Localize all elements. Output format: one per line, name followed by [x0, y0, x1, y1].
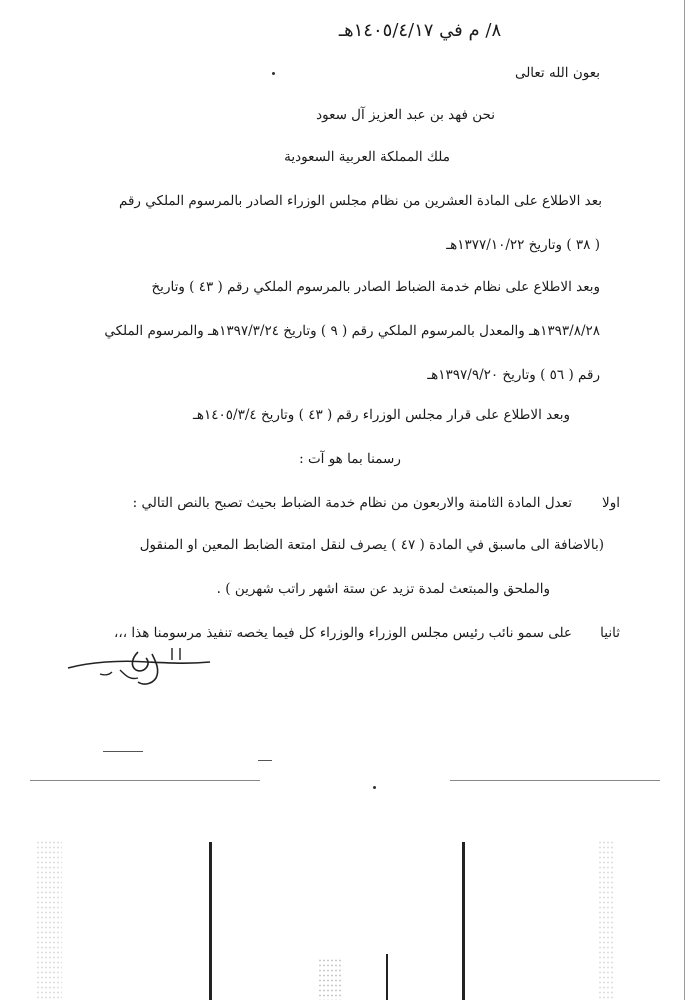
scan-bar	[386, 954, 388, 1000]
preamble-line-3: وبعد الاطلاع على نظام خدمة الضباط الصادر بالمرسوم الملكي رقم ( ٤٣ ) وتاريخ	[151, 279, 600, 295]
scan-bar	[462, 842, 465, 1000]
king-title: ملك المملكة العربية السعودية	[284, 149, 450, 165]
scan-rule	[258, 760, 272, 761]
article-2-text: على سمو نائب رئيس مجلس الوزراء والوزراء كل فيما يخصه تنفيذ مرسومنا هذا ،،،	[114, 625, 572, 641]
article-2-label: ثانيا	[600, 625, 620, 641]
preamble-line-5: رقم ( ٥٦ ) وتاريخ ١٣٩٧/٩/٢٠هـ	[427, 367, 600, 383]
scan-noise-left	[36, 840, 62, 1000]
scan-noise-center	[318, 958, 342, 1000]
scan-noise-right	[598, 840, 614, 1000]
invocation: بعون الله تعالى	[514, 65, 600, 81]
scan-speck	[373, 786, 376, 789]
scan-speck	[272, 72, 275, 75]
preamble-line-6: وبعد الاطلاع على قرار مجلس الوزراء رقم ( ٤٣ ) وتاريخ ١٤٠٥/٣/٤هـ	[192, 407, 570, 423]
article-1-label: اولا	[602, 495, 620, 511]
scan-rule	[30, 780, 260, 781]
article-1-quote-line-1: (بالاضافة الى ماسبق في المادة ( ٤٧ ) يصرف لنقل امتعة الضابط المعين او المنقول	[139, 537, 604, 553]
article-1-intro: تعدل المادة الثامنة والاربعون من نظام خدمة الضباط بحيث تصبح بالنص التالي :	[132, 495, 572, 511]
scan-rule	[103, 751, 143, 752]
signature	[60, 640, 220, 690]
scan-rule	[450, 780, 660, 781]
preamble-line-4: ١٣٩٣/٨/٢٨هـ والمعدل بالمرسوم الملكي رقم ( ٩ ) وتاريخ ١٣٩٧/٣/٢٤هـ والمرسوم الملكي	[104, 323, 600, 339]
preamble-line-1: بعد الاطلاع على المادة العشرين من نظام مجلس الوزراء الصادر بالمرسوم الملكي رقم	[118, 193, 602, 209]
preamble-line-2: ( ٣٨ ) وتاريخ ١٣٧٧/١٠/٢٢هـ	[446, 237, 600, 253]
king-name: نحن فهد بن عبد العزيز آل سعود	[316, 107, 495, 123]
article-1-quote-line-2: والملحق والمبتعث لمدة تزيد عن ستة اشهر راتب شهرين ) .	[216, 581, 550, 597]
scan-bar	[209, 842, 212, 1000]
reference-number-date: ٨/ م في ١٤٠٥/٤/١٧هـ	[338, 20, 502, 41]
decree-heading: رسمنا بما هو آت :	[299, 451, 401, 467]
scan-edge-right	[684, 0, 685, 1000]
